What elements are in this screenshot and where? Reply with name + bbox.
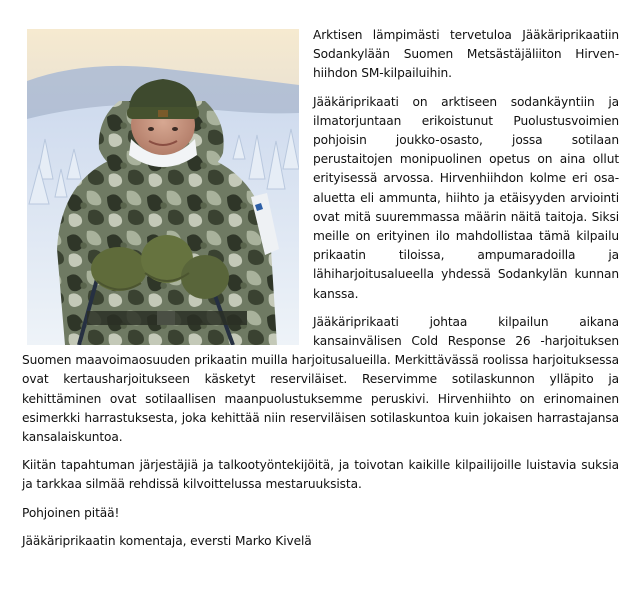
paragraph-4: Kiitän tapahtuman järjestäjiä ja talkootyöntekijöitä, ja toivotan kaikille kilpailijoille luistavia suksia ja tarkkaa silmää rehdissä kilvoittelussa mestaruuksista.	[22, 458, 619, 492]
closing-slogan: Pohjoinen pitää!	[22, 505, 120, 520]
commander-photo	[27, 29, 299, 345]
article-page	[22, 26, 619, 560]
paragraph-2: Jääkäriprikaati on arktiseen sodankäyntiin ja ilmatorjuntaan erikoistunut Puolustusvoimien pohjoisin joukko-osasto, jossa sotilaan perustaitojen monipuolinen opetus on aina ollut erityisessä arvossa. Hirvenhiihdon kolme eri osa-aluetta eli ammunta, hiihto ja etäisyyden arviointi ovat mitä suuremmassa määrin näitä taitoja. Siksi meille on erityinen ilo mahdollistaa tämä kilpailu prikaatin tiloissa, ampumaradoilla ja lähiharjoitusalueella yhdessä Sodankylän kunnan kanssa.	[313, 94, 619, 301]
photo-graphic	[27, 29, 299, 345]
signature: Jääkäriprikaatin komentaja, eversti Marko Kivelä	[22, 533, 312, 548]
paragraph-3: Jääkäriprikaati johtaa kilpailun aikana kansainvälisen Cold Response 26 -harjoituksen Suomen maavoimaosuuden prikaatin muilla harjoitusalueilla. Merkittävässä roolissa harjoituksessa ovat kertausharjoitukseen käsketyt reserviläiset. Reservimme sotilaskunnon ylläpito ja kehittäminen ovat sotilaallisen maanpuolustuksemme peruskivi. Hirvenhiihto on erinomainen esimerkki harrastuksesta, joka kehittää niin reserviläisen sotilaskuntoa kuin jokaisen harrastajansa kansalaiskuntoa.	[22, 314, 619, 445]
paragraph-1: Arktisen lämpimästi tervetuloa Jääkäriprikaatiin Sodankylään Suomen Metsästäjäliiton Hirven-hiihdon SM-kilpailuihin.	[313, 28, 619, 81]
